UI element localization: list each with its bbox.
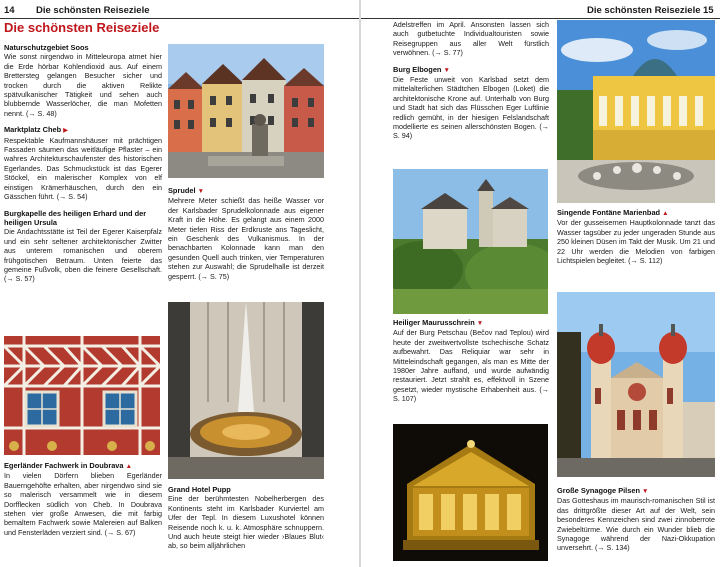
entry-text: Eine der berühmtesten Nobelherbergen des Kontinents steht im Karlsbader Kurviertel am Ufer der Tepl. In diesem Luxushotel können Reisende noch k. u. k. Atmosphäre schnuppern. Und auch heute steigt hier wieder ›Blaues Blut‹ ab, so beim alljährlichen: [168, 494, 324, 551]
header-rule-left: [0, 18, 359, 19]
entry-title-text: Große Synagoge Pilsen: [557, 486, 640, 495]
right-col1-bottom-text: [393, 318, 549, 404]
entry-burgkapelle: [4, 209, 162, 284]
entry-title: [393, 65, 549, 75]
location-marker-icon: ▲: [662, 210, 669, 217]
entry-sprudel: [168, 186, 324, 281]
photo-maurusschrein: [393, 424, 548, 561]
entry-text: Mehrere Meter schießt das heiße Wasser vor der Karlsbader Sprudelkolonnade aus eigener Kraft in die Höhe. Es gelangt aus einem 2000 Meter tiefen Riss der Erdkruste ans Tageslicht, ein Geschenk des Vulkanismus. In der benachbarten Kolonnade kann man den gesunden Quell auch trinken, vier Temperaturen stehen zur Auswahl; die Sprudelhalle ist derzeit gesperrt. (→ S. 75): [168, 196, 324, 281]
entry-title-text: Naturschutzgebiet Soos: [4, 43, 89, 52]
location-marker-icon: ▼: [642, 488, 649, 495]
entry-title: [557, 486, 715, 496]
entry-fachwerk: [4, 461, 162, 537]
photo-singende-fontaene: [557, 20, 715, 203]
entry-text: Wie sonst nirgendwo in Mitteleuropa atmet hier die Erde hörbar Kohlendioxid aus. Auf einem Brettersteg gelangen Besucher sicher und trocken durch die aktiven Relikte spätvulkanischer Tätigkeit und sehen auch blubbernde Wasserlöcher, die man Mofetten nennt. (→ S. 48): [4, 52, 162, 118]
left-col2-text: [168, 186, 324, 281]
right-col2-bottom-text: [557, 486, 715, 553]
entry-text: Die Feste unweit von Karlsbad setzt dem mittelalterlichen Städtchen Elbogen (Loket) die architektonische Krone auf. Unterhalb von Burg und Stadt hat sich das Flüsschen Eger Luftlinie redlich gemüht, in der hiesigen Felslandschaft modellierte es seinen allerschönsten Bogen. (→ S. 94): [393, 75, 549, 141]
entry-title: [557, 208, 715, 218]
left-col1-bottom-text: [4, 461, 162, 537]
photo-synagoge-pilsen: [557, 292, 715, 477]
entry-title-text: Heiliger Maurusschrein: [393, 318, 475, 327]
right-col1-top-text: [393, 20, 549, 141]
entry-title: [168, 485, 324, 494]
photo-sprudel: [168, 302, 324, 479]
right-page: [361, 0, 720, 567]
entry-text: In vielen Dörfern blieben Egerländer Bauerngehöfte erhalten, aber nirgendwo sind sie so malerisch versammelt wie in diesem Dorfflecken südlich von Cheb. In Doubrava stehen vier große Anwesen, die mit farbig bemaltem Fachwerk sowie Malereien auf Balken und Fensterläden verziert sind. (→ S. 67): [4, 471, 162, 537]
location-marker-icon: ▼: [476, 320, 484, 327]
location-marker-icon: ▼: [197, 188, 205, 195]
entry-soos: [4, 43, 162, 118]
entry-title-text: Marktplatz Cheb: [4, 125, 62, 135]
entry-text: Vor der gusseisernen Hauptkolonnade tanzt das Wasser tagsüber zu jeder ungeraden Stunde aus 250 kleinen Düsen im Takt der Musik. Um 21 und 22 Uhr werden die Melodien von farbigen Lichtspielen begleitet. (→ S. 112): [557, 218, 715, 266]
entry-title-text: Egerländer Fachwerk in Doubrava: [4, 461, 124, 470]
photo-marktplatz-cheb: [168, 44, 324, 178]
entry-maurusschrein: [393, 318, 549, 404]
entry-marktplatz: [4, 125, 162, 201]
entry-synagoge: [557, 486, 715, 553]
left-page: [0, 0, 359, 567]
running-header-left: [0, 4, 359, 17]
right-col2-text: [557, 208, 715, 265]
left-col1-text: [4, 43, 162, 284]
entry-title: [393, 318, 549, 328]
page-number-left: 14: [4, 5, 15, 16]
entry-title-text: Sprudel: [168, 186, 196, 195]
running-header-right: [361, 4, 720, 17]
entry-title-text: Burg Elbogen: [393, 64, 442, 74]
entry-pupp: [168, 485, 324, 551]
entry-title: [168, 186, 324, 196]
entry-title-text: Grand Hotel Pupp: [168, 485, 231, 494]
running-title-left: Die schönsten Reiseziele: [36, 5, 150, 16]
entry-burg-elbogen: [393, 65, 549, 141]
page-number-right: 15: [703, 5, 714, 16]
location-marker-icon: ▶: [63, 127, 69, 135]
entry-text: Respektable Kaufmannshäuser mit prächtigen Fassaden säumen das weitläufige Pflaster – ein wahres Architekturschaufenster des historischen Egerlandes. Das Schmuckstück ist das Egerer Stöckel, ein malerischer Komplex von elf einstigen Krämerhäuschen, durch den ein Gässchen führt. (→ S. 54): [4, 135, 162, 202]
location-marker-icon: ▼: [443, 66, 450, 74]
entry-text: Die Andachtsstätte ist Teil der Egerer Kaiserpfalz und ein sehr seltener architektonischer Zwitter aus unterem romanischen und oberem frühgotischen Betraum. Unten feierte das gemeine Fußvolk, oben die feinere Gesellschaft. (→ S. 57): [4, 227, 162, 284]
entry-title-text: Burgkapelle des heiligen Erhard und der heiligen Ursula: [4, 208, 147, 227]
entry-title: [4, 209, 162, 228]
photo-fachwerk-doubrava: [4, 336, 160, 455]
entry-title: [4, 461, 162, 471]
page-title: Die schönsten Reiseziele: [4, 20, 160, 35]
running-title-right: Die schönsten Reiseziele: [587, 5, 701, 16]
entry-text: Das Gotteshaus im maurisch-romanischen Stil ist das drittgrößte dieser Art auf der Welt, sein besonderes Kennzeichen sind zwei zinnoberrote Zwiebeltürme. Wie durch ein Wunder blieb die Synagoge während der Nazi-Okkupation unversehrt. (→ S. 134): [557, 496, 715, 553]
location-marker-icon: ▲: [125, 463, 133, 470]
entry-pupp-continued: Adelstreffen im April. Ansonsten lassen sich auch gutbetuchte Individualtouristen sowie Reisegruppen aus aller Welt fürstlich verwöhnen. (→ S. 77): [393, 20, 549, 58]
photo-burg-elbogen: [393, 169, 548, 314]
entry-text: Auf der Burg Petschau (Bečov nad Teplou) wird heute der zweitwertvollste tschechische Schatz aufbewahrt. Das Reliquiar war sehr in Mitteleindschaft gegangen, als man es Mitte der 1980er Jahre auffand, und wurde aufwändig restauriert. Jetzt strahlt es, effektvoll in Szene gesetzt, wieder mystische Erhabenheit aus. (→ S. 107): [393, 328, 549, 404]
entry-singende-fontaene: [557, 208, 715, 265]
header-rule-right: [361, 18, 720, 19]
entry-title: [4, 125, 162, 135]
left-col2-bottom-text: [168, 485, 324, 551]
entry-title-text: Singende Fontäne Marienbad: [557, 208, 661, 217]
entry-title: [4, 43, 162, 52]
